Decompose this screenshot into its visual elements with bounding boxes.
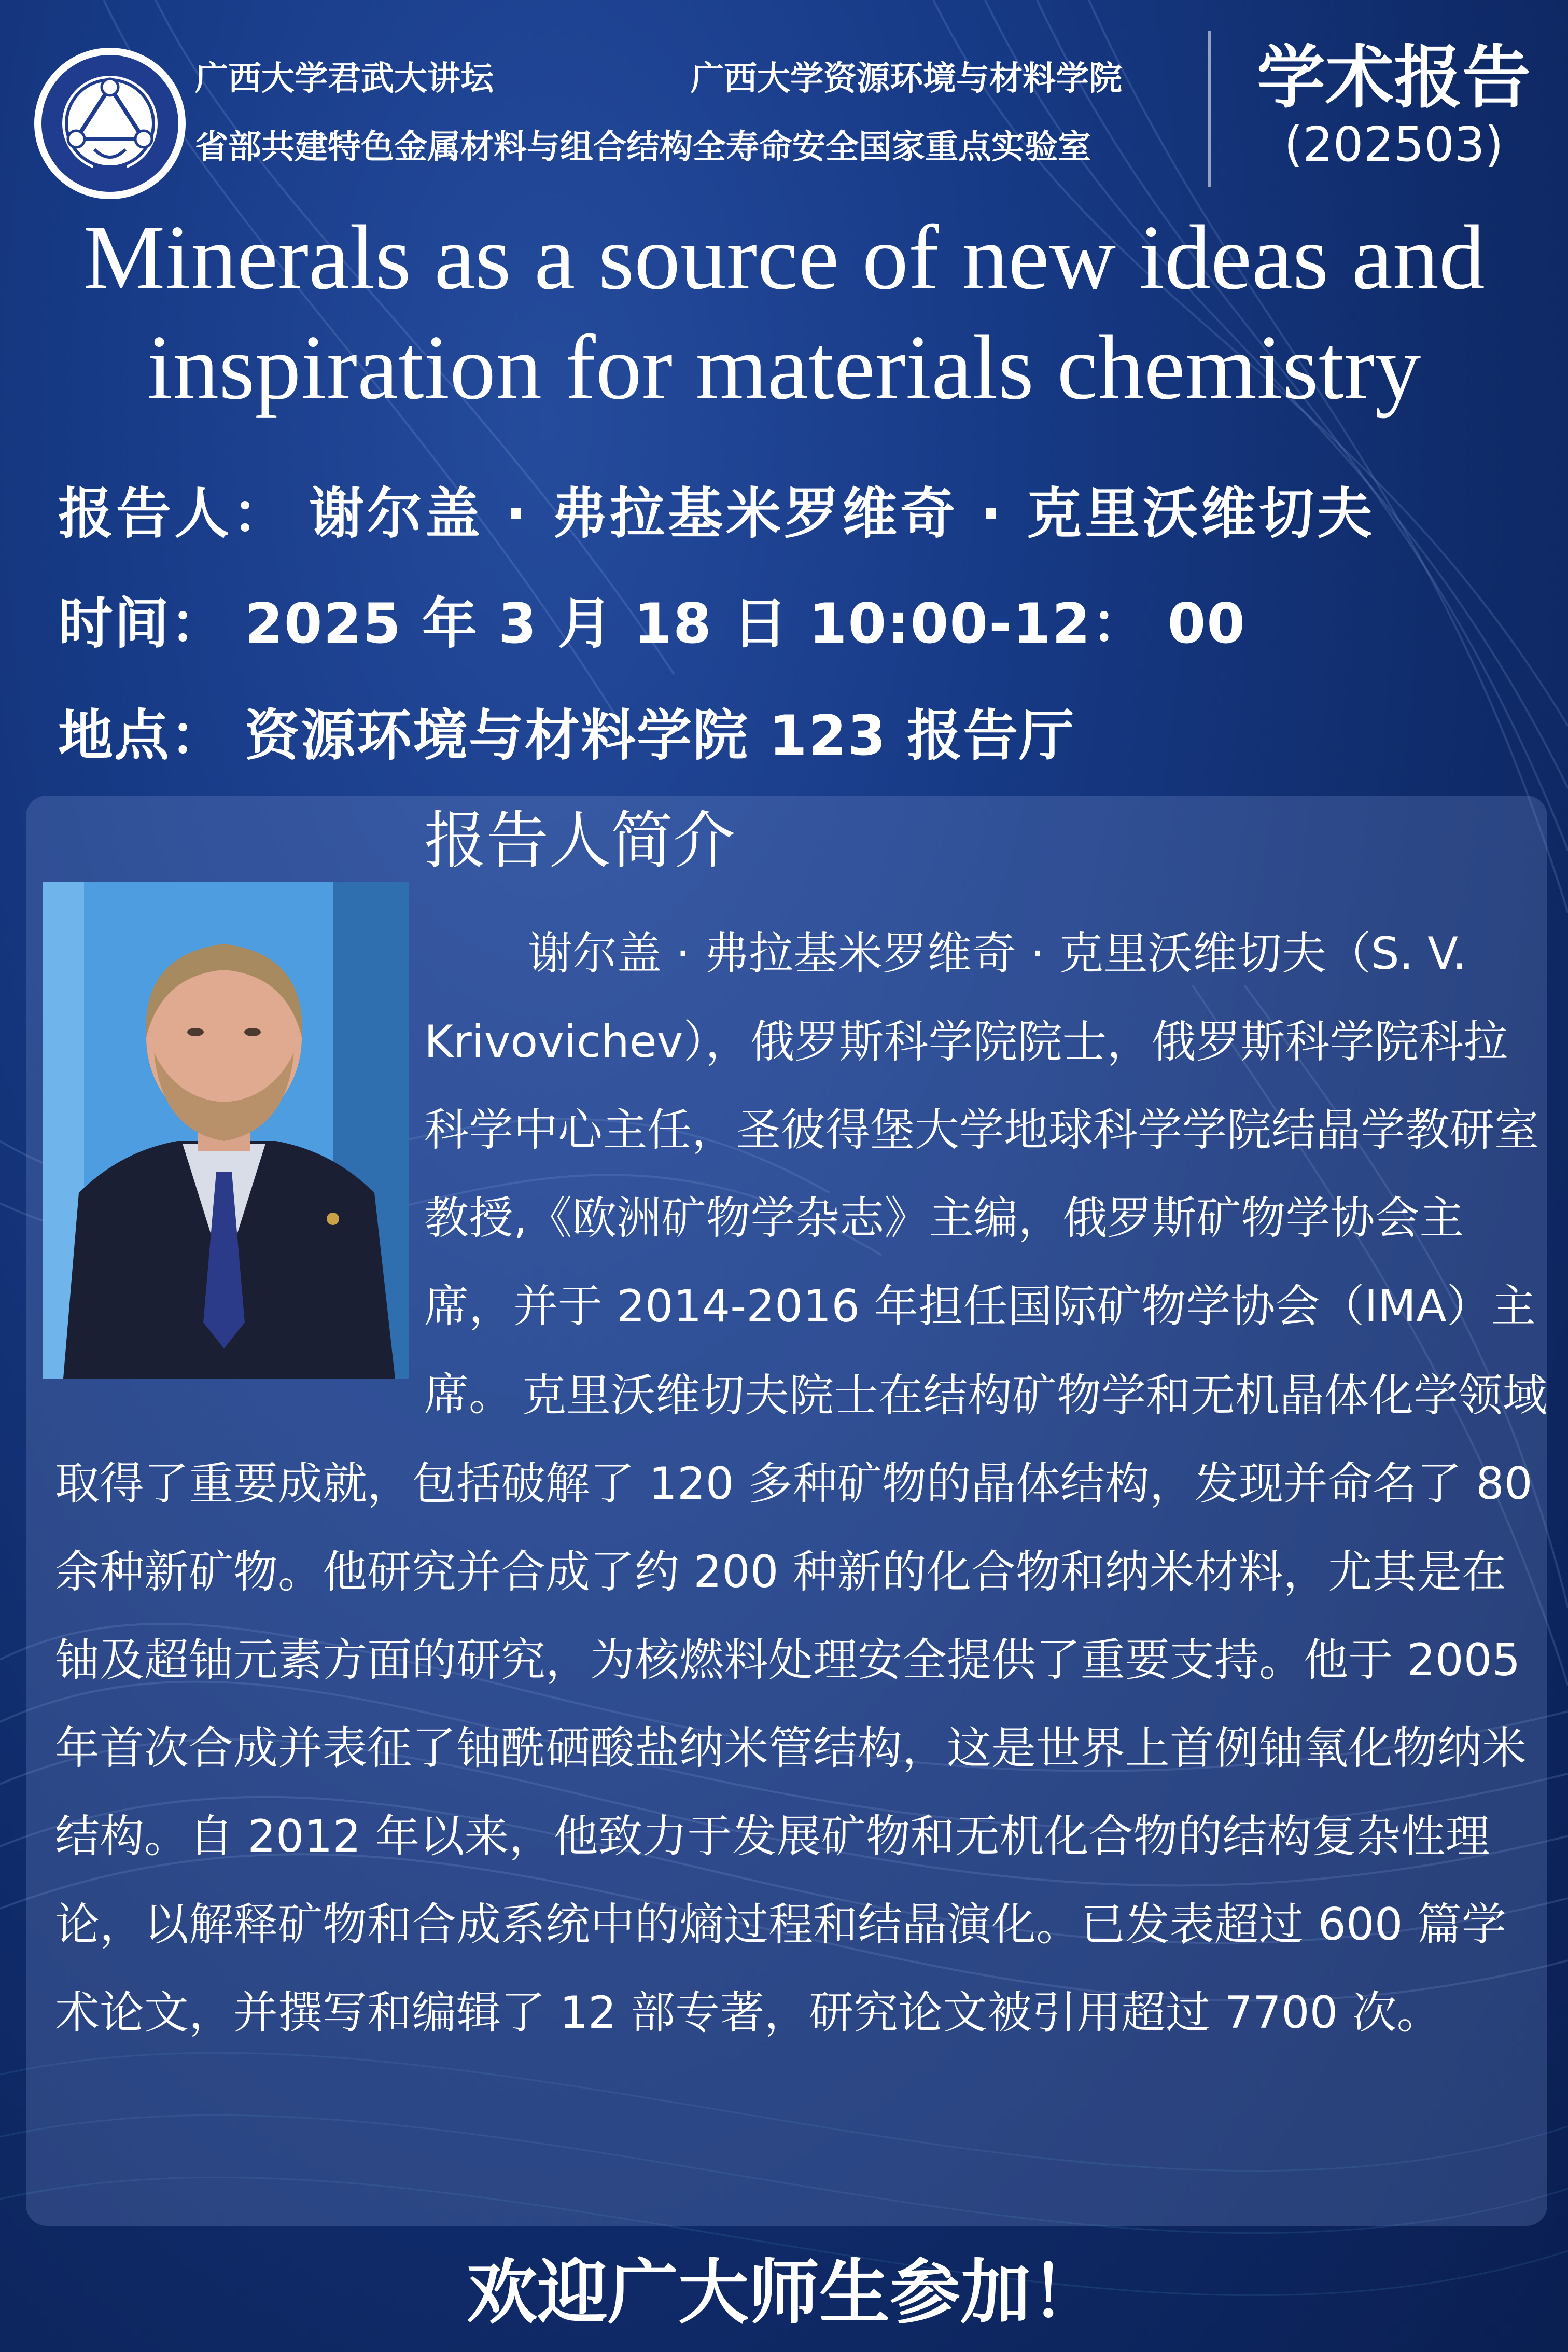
time-line [58,592,1247,656]
speaker-photo [43,882,409,1379]
header-divider [1208,31,1211,187]
place-label: 地点： [58,704,226,768]
speaker-label: 报告人： [58,482,290,546]
bio-heading: 报告人简介 [424,805,735,877]
university-logo [32,46,188,201]
school-name: 广西大学资源环境与材料学院 [691,60,1122,98]
lab-name: 省部共建特色金属材料与组合结构全寿命安全国家重点实验室 [195,128,1091,166]
talk-title [21,202,1547,422]
time-label: 时间： [58,592,226,656]
time-value: 2025 年 3 月 18 日 10:00-12： 00 [245,592,1247,656]
speaker-line [58,482,1376,546]
report-label: 学术报告 [1257,38,1531,118]
bio-paragraph-2-text: 克里沃维切夫院士在结构矿物学和无机晶体化学领域取得了重要成就，包括破解了 120 多种矿物的晶体结构，发现并命名了 80 余种新矿物。他研究并合成了约 200 种新的化合物和纳米材料，尤其是在铀及超铀元素方面的研究，为核燃料处理安全提供了重要支持。他于 2005 年首次合成并表征了铀酰硒酸盐纳米管结构，这是世界上首例铀氧化物纳米结构。自 2012 年以来，他致力于发展矿物和无机化合物的结构复杂性理论，以解释矿物和合成系统中的熵过程和结晶演化。已发表超过 600 篇学术论文，并撰写和编辑了 12 部专著，研究论文被引用超过 7700 次。 [55,1370,1547,2039]
place-line [58,704,1075,768]
bio-paragraph-2 [55,1352,1547,2057]
forum-name: 广西大学君武大讲坛 [195,60,494,98]
bio-paragraph-1: 谢尔盖 · 弗拉基米罗维奇 · 克里沃维切夫（S. V. Krivovichev），俄罗斯科学院院士，俄罗斯科学院科拉科学中心主任，圣彼得堡大学地球科学学院结晶学教研室教授,《欧洲矿物学杂志》主编，俄罗斯矿物学协会主席，并于 2014-2016 年担任国际矿物学协会（IMA）主席。 [424,928,1539,1421]
speaker-name: 谢尔盖 · 弗拉基米罗维奇 · 克里沃维切夫 [309,482,1376,546]
report-code: (202503) [1284,117,1504,172]
speaker-portrait-illustration [43,882,409,1379]
talk-title-line-1: Minerals as a source of new ideas and [83,206,1485,309]
welcome-message: 欢迎广大师生参加！ [467,2252,1101,2334]
talk-title-line-2: inspiration for materials chemistry [147,316,1421,419]
place-value: 资源环境与材料学院 123 报告厅 [245,704,1075,768]
